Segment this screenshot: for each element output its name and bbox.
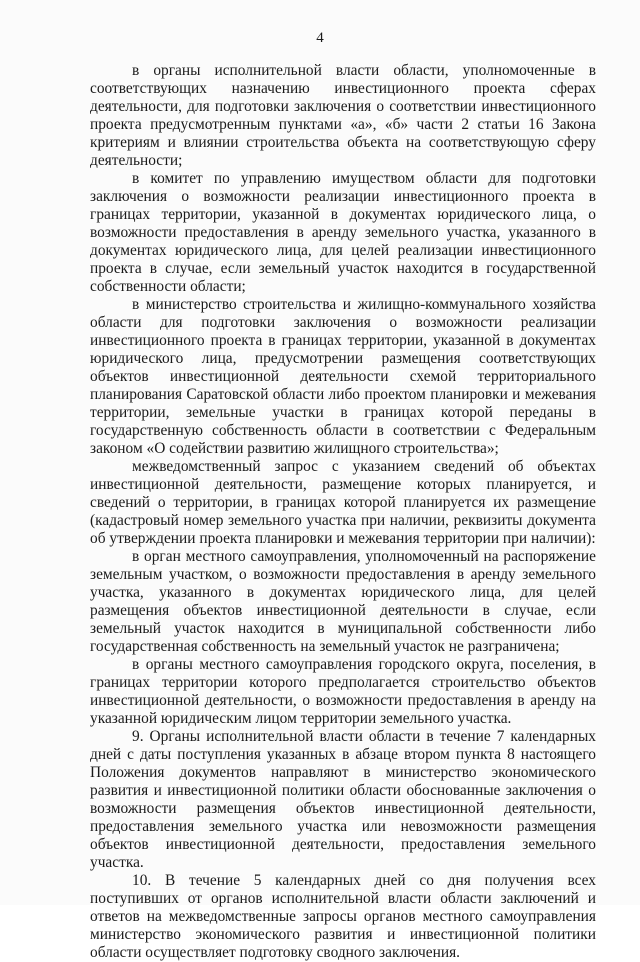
paragraph-executive-authorities: в органы исполнительной власти области, уполномоченные в соответствующих назначению инвестиционного проекта сферах деятельности, для подготовки заключения о соответствии инвестиционного проекта предусмотренным пунктами «а», «б» части 2 статьи 16 Закона критериям и влиянии строительства объекта на соответствующую сферу деятельности; <box>90 62 596 169</box>
paragraph-local-government-district: в органы местного самоуправления городского округа, поселения, в границах территории которого предполагается строительство объектов инвестиционной деятельности, о возможности предоставления в аренду на указанной юридическим лицом территории земельного участка. <box>90 656 596 727</box>
paragraph-clause-9: 9. Органы исполнительной власти области в течение 7 календарных дней с даты поступления указанных в абзаце втором пункта 8 настоящего Положения документов направляют в министерство экономического развития и инвестиционной политики области обоснованные заключения о возможности размещения объектов инвестиционной деятельности, предоставления земельного участка или невозможности размещения объектов инвестиционной деятельности, предоставления земельного участка. <box>90 728 596 871</box>
paragraph-property-committee: в комитет по управлению имуществом области для подготовки заключения о возможности реализации инвестиционного проекта в границах территории, указанной в документах юридического лица, о возможности предоставления в аренду земельного участка, указанного в документах юридического лица, для целей реализации инвестиционного проекта в случае, если земельный участок находится в государственной собственности области; <box>90 170 596 295</box>
paragraph-interdepartmental-request: межведомственный запрос с указанием сведений об объектах инвестиционной деятельности, размещение которых планируется, и сведений о территории, в границах которой планируется их размещение (кадастровый номер земельного участка при наличии, реквизиты документа об утверждении проекта планировки и межевания территории при наличии): <box>90 458 596 547</box>
page-number: 4 <box>316 30 324 46</box>
document-body <box>90 62 596 962</box>
paragraph-construction-ministry: в министерство строительства и жилищно-коммунального хозяйства области для подготовки заключения о возможности реализации инвестиционного проекта в границах территории, указанной в документах юридического лица, предусмотрении размещения соответствующих объектов инвестиционной деятельности схемой территориального планирования Саратовской области либо проектом планировки и межевания территории, земельные участки в границах которой переданы в государственную собственность области в соответствии с Федеральным законом «О содействии развитию жилищного строительства»; <box>90 296 596 457</box>
paragraph-local-government-body: в орган местного самоуправления, уполномоченный на распоряжение земельным участком, о возможности предоставления в аренду земельного участка, указанного в документах юридического лица, для целей размещения объектов инвестиционной деятельности в случае, если земельный участок находится в муниципальной собственности либо государственная собственность на земельный участок не разграничена; <box>90 548 596 655</box>
paragraph-clause-10: 10. В течение 5 календарных дней со дня получения всех поступивших от органов исполнительной власти области заключений и ответов на межведомственные запросы органов местного самоуправления министерство экономического развития и инвестиционной политики области осуществляет подготовку сводного заключения. <box>90 872 596 961</box>
